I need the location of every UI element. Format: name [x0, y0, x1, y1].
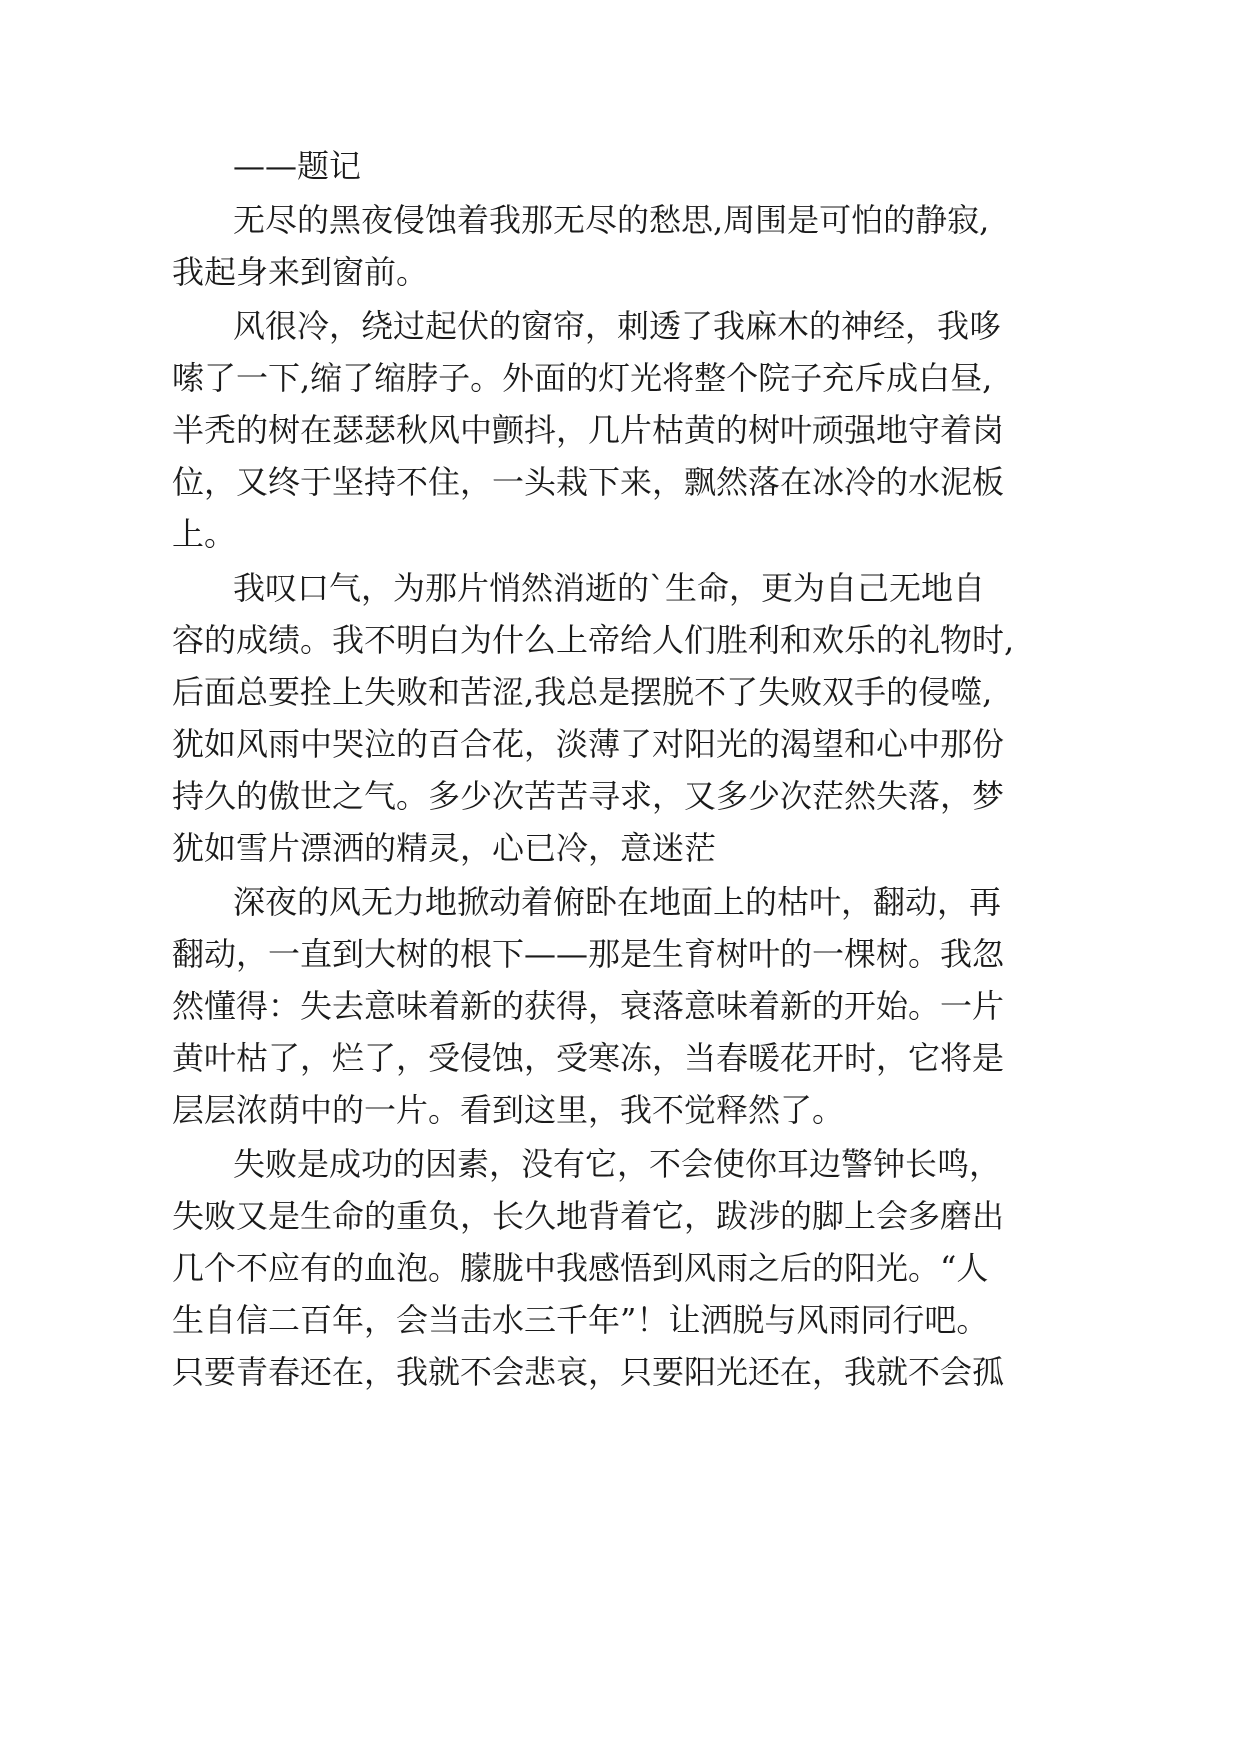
paragraph-line: 黄叶枯了，烂了，受侵蚀，受寒冻，当春暖花开时，它将是: [172, 1039, 1005, 1077]
paragraph-line: 无尽的黑夜侵蚀着我那无尽的愁思,周围是可怕的静寂,: [233, 201, 990, 239]
paragraph-line: 层层浓荫中的一片。看到这里，我不觉释然了。: [172, 1091, 845, 1129]
paragraph-line: 失败又是生命的重负，长久地背着它，跋涉的脚上会多磨出: [172, 1197, 1005, 1235]
paragraph-line: 犹如风雨中哭泣的百合花，淡薄了对阳光的渴望和心中那份: [172, 725, 1005, 763]
paragraph-line: 持久的傲世之气。多少次苦苦寻求，又多少次茫然失落，梦: [172, 777, 1005, 815]
paragraph-line: 容的成绩。我不明白为什么上帝给人们胜利和欢乐的礼物时,: [172, 621, 1015, 659]
paragraph-line: 几个不应有的血泡。朦胧中我感悟到风雨之后的阳光。“人: [172, 1249, 989, 1287]
paragraph-line: 半秃的树在瑟瑟秋风中颤抖，几片枯黄的树叶顽强地守着岗: [172, 411, 1005, 449]
paragraph-line: 我起身来到窗前。: [172, 253, 429, 291]
paragraph-line: 只要青春还在，我就不会悲哀，只要阳光还在，我就不会孤: [172, 1353, 1005, 1391]
paragraph-line: 后面总要拴上失败和苦涩,我总是摆脱不了失败双手的侵噬,: [172, 673, 993, 711]
paragraph-line: 翻动，一直到大树的根下——那是生育树叶的一棵树。我忽: [172, 935, 1005, 973]
paragraph-line: 我叹口气，为那片悄然消逝的`生命，更为自己无地自: [233, 569, 986, 607]
paragraph-line: 深夜的风无力地掀动着俯卧在地面上的枯叶，翻动，再: [233, 883, 1002, 921]
paragraph-line: 上。: [172, 515, 237, 553]
paragraph-line: 风很冷，绕过起伏的窗帘，刺透了我麻木的神经，我哆: [233, 307, 1002, 345]
paragraph-line: 犹如雪片漂洒的精灵，心已冷，意迷茫: [172, 829, 717, 867]
epigraph-signature: ——题记: [233, 147, 362, 185]
paragraph-line: 失败是成功的因素，没有它，不会使你耳边警钟长鸣，: [233, 1145, 1002, 1183]
paragraph-line: 嗦了一下,缩了缩脖子。外面的灯光将整个院子充斥成白昼,: [172, 359, 993, 397]
paragraph-line: 位，又终于坚持不住，一头栽下来，飘然落在冰冷的水泥板: [172, 463, 1005, 501]
paragraph-line: 然懂得：失去意味着新的获得，衰落意味着新的开始。一片: [172, 987, 1005, 1025]
paragraph-line: 生自信二百年，会当击水三千年”！让洒脱与风雨同行吧。: [172, 1301, 989, 1339]
